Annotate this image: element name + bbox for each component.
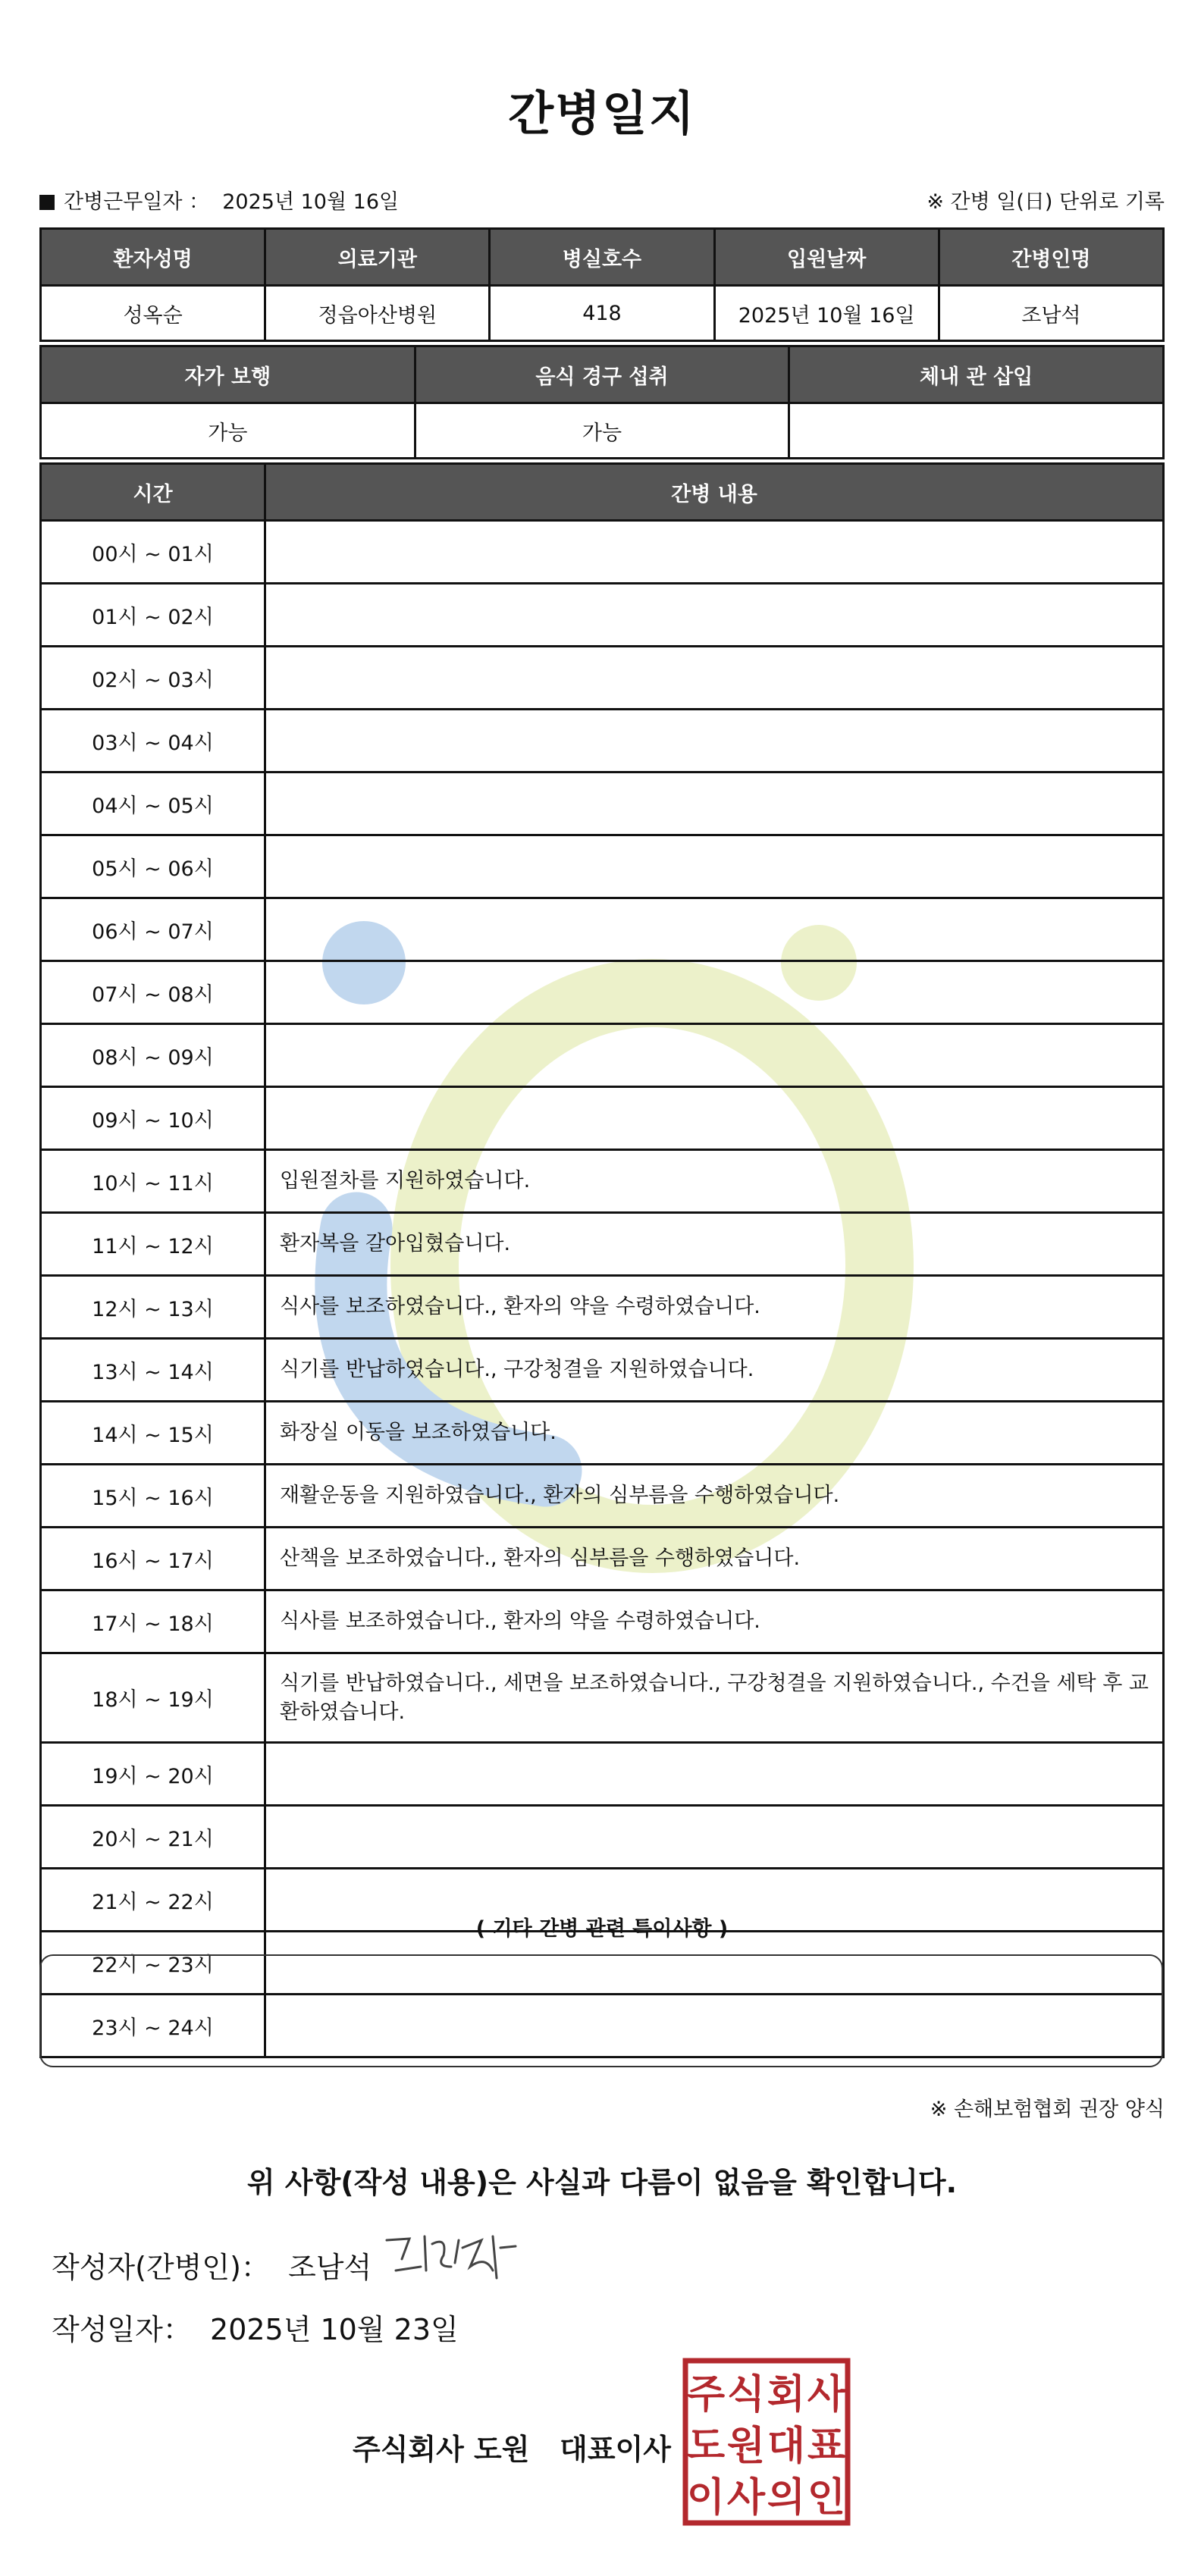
square-bullet-icon [39, 195, 55, 210]
care-content: 화장실 이동을 보조하였습니다. [265, 1402, 1164, 1465]
write-date-line [52, 2306, 459, 2348]
care-content [265, 710, 1164, 772]
table-row [41, 1528, 1164, 1590]
table-row [41, 898, 1164, 961]
svg-text:회: 회 [767, 2372, 806, 2418]
table-row [41, 1024, 1164, 1087]
care-log-table [39, 462, 1165, 2058]
care-content: 환자복을 갈아입혔습니다. [265, 1213, 1164, 1276]
admission-date: 2025년 10월 16일 [714, 286, 939, 341]
header-room-number: 병실호수 [490, 229, 714, 286]
care-content [265, 961, 1164, 1024]
time-slot: 12시 ~ 13시 [41, 1276, 265, 1339]
table-row [41, 1590, 1164, 1653]
table-row [41, 961, 1164, 1024]
time-slot: 02시 ~ 03시 [41, 647, 265, 710]
table-row [41, 584, 1164, 647]
table-row [41, 772, 1164, 835]
svg-text:의: 의 [767, 2475, 806, 2521]
confirmation-statement: 위 사항(작성 내용)은 사실과 다름이 없음을 확인합니다. [246, 2166, 958, 2199]
time-slot: 09시 ~ 10시 [41, 1087, 265, 1150]
table-row [41, 1150, 1164, 1213]
header-time: 시간 [41, 464, 265, 521]
table-row [41, 1465, 1164, 1528]
svg-text:원: 원 [726, 2424, 766, 2469]
handwritten-signature [379, 2225, 523, 2289]
hospital-name: 정읍아산병원 [265, 286, 490, 341]
table-row [41, 1743, 1164, 1806]
time-slot: 08시 ~ 09시 [41, 1024, 265, 1087]
care-content: 입원절차를 지원하였습니다. [265, 1150, 1164, 1213]
time-slot: 21시 ~ 22시 [41, 1869, 265, 1932]
time-slot: 17시 ~ 18시 [41, 1590, 265, 1653]
time-slot: 16시 ~ 17시 [41, 1528, 265, 1590]
record-unit-note: ※ 간병 일(日) 단위로 기록 [927, 190, 1165, 214]
time-slot: 00시 ~ 01시 [41, 521, 265, 584]
care-content: 식기를 반납하였습니다., 구강청결을 지원하였습니다. [265, 1339, 1164, 1402]
writer-line [52, 2244, 372, 2286]
table-row [41, 1339, 1164, 1402]
svg-text:도: 도 [686, 2424, 726, 2469]
care-content: 식사를 보조하였습니다., 환자의 약을 수령하였습니다. [265, 1590, 1164, 1653]
writer-name: 조남석 [288, 2251, 372, 2284]
time-slot: 07시 ~ 08시 [41, 961, 265, 1024]
time-slot: 13시 ~ 14시 [41, 1339, 265, 1402]
time-slot: 11시 ~ 12시 [41, 1213, 265, 1276]
header-patient-name: 환자성명 [41, 229, 265, 286]
time-slot: 22시 ~ 23시 [41, 1932, 265, 1995]
table-row [41, 1402, 1164, 1465]
table-row [41, 1213, 1164, 1276]
extra-notes-box [39, 1954, 1163, 2067]
care-content [265, 1087, 1164, 1150]
table-row [41, 1276, 1164, 1339]
header-admission-date: 입원날짜 [714, 229, 939, 286]
header-hospital: 의료기관 [265, 229, 490, 286]
svg-text:사: 사 [807, 2372, 846, 2418]
care-content [265, 772, 1164, 835]
care-content: 식사를 보조하였습니다., 환자의 약을 수령하였습니다. [265, 1276, 1164, 1339]
care-content: 식기를 반납하였습니다., 세면을 보조하였습니다., 구강청결을 지원하였습니다., 수건을 세탁 후 교환하였습니다. [265, 1653, 1164, 1743]
time-slot: 23시 ~ 24시 [41, 1995, 265, 2057]
table-row [41, 835, 1164, 898]
caregiver-name: 조남석 [939, 286, 1163, 341]
time-slot: 20시 ~ 21시 [41, 1806, 265, 1869]
header-self-walking: 자가 보행 [41, 346, 415, 403]
header-caregiver-name: 간병인명 [939, 229, 1163, 286]
recommendation-note: ※ 손해보험협회 권장 양식 [930, 2098, 1165, 2121]
care-content: 산책을 보조하였습니다., 환자의 심부름을 수행하였습니다. [265, 1528, 1164, 1590]
table-row [41, 710, 1164, 772]
time-slot: 19시 ~ 20시 [41, 1743, 265, 1806]
care-log-body [41, 521, 1164, 2057]
time-slot: 10시 ~ 11시 [41, 1150, 265, 1213]
time-slot: 06시 ~ 07시 [41, 898, 265, 961]
care-content [265, 1024, 1164, 1087]
time-slot: 01시 ~ 02시 [41, 584, 265, 647]
write-date-label: 작성일자： [52, 2313, 192, 2346]
time-slot: 03시 ~ 04시 [41, 710, 265, 772]
table-row [41, 1087, 1164, 1150]
writer-label: 작성자(간병인)： [52, 2251, 270, 2284]
page-title: 간병일지 [508, 86, 696, 141]
svg-text:인: 인 [807, 2475, 846, 2521]
svg-text:주: 주 [686, 2372, 726, 2418]
care-content [265, 1743, 1164, 1806]
time-slot: 15시 ~ 16시 [41, 1465, 265, 1528]
care-content [265, 835, 1164, 898]
svg-text:식: 식 [726, 2372, 766, 2418]
header-tube-insertion: 체내 관 삽입 [789, 346, 1164, 403]
time-slot: 05시 ~ 06시 [41, 835, 265, 898]
svg-text:이: 이 [686, 2475, 726, 2521]
room-number: 418 [490, 286, 714, 341]
work-date-label: 간병근무일자 ： [64, 190, 210, 214]
svg-text:사: 사 [726, 2475, 766, 2521]
patient-status-table [39, 345, 1165, 459]
table-row [41, 1806, 1164, 1869]
care-content [265, 647, 1164, 710]
table-row [41, 521, 1164, 584]
extra-notes-label: ( 기타 간병 관련 특이사항 ) [475, 1917, 729, 1941]
care-content [265, 584, 1164, 647]
care-content [265, 1806, 1164, 1869]
svg-text:표: 표 [807, 2424, 846, 2469]
work-date-line [39, 185, 399, 215]
tube-insertion-value [789, 403, 1164, 459]
company-representative: 주식회사 도원 대표이사 [353, 2433, 671, 2466]
time-slot: 18시 ~ 19시 [41, 1653, 265, 1743]
table-row [41, 1653, 1164, 1743]
patient-name: 성옥순 [41, 286, 265, 341]
header-care-content: 간병 내용 [265, 464, 1164, 521]
svg-text:대: 대 [767, 2424, 806, 2469]
oral-intake-value: 가능 [415, 403, 789, 459]
write-date-value: 2025년 10월 23일 [210, 2313, 459, 2346]
work-date-value: 2025년 10월 16일 [222, 190, 400, 214]
time-slot: 04시 ~ 05시 [41, 772, 265, 835]
care-content [265, 898, 1164, 961]
care-content: 재활운동을 지원하였습니다., 환자의 심부름을 수행하였습니다. [265, 1465, 1164, 1528]
table-row [41, 647, 1164, 710]
patient-info-table [39, 227, 1165, 342]
time-slot: 14시 ~ 15시 [41, 1402, 265, 1465]
self-walking-value: 가능 [41, 403, 415, 459]
company-seal-stamp [682, 2358, 851, 2526]
care-content [265, 521, 1164, 584]
header-oral-intake: 음식 경구 섭취 [415, 346, 789, 403]
